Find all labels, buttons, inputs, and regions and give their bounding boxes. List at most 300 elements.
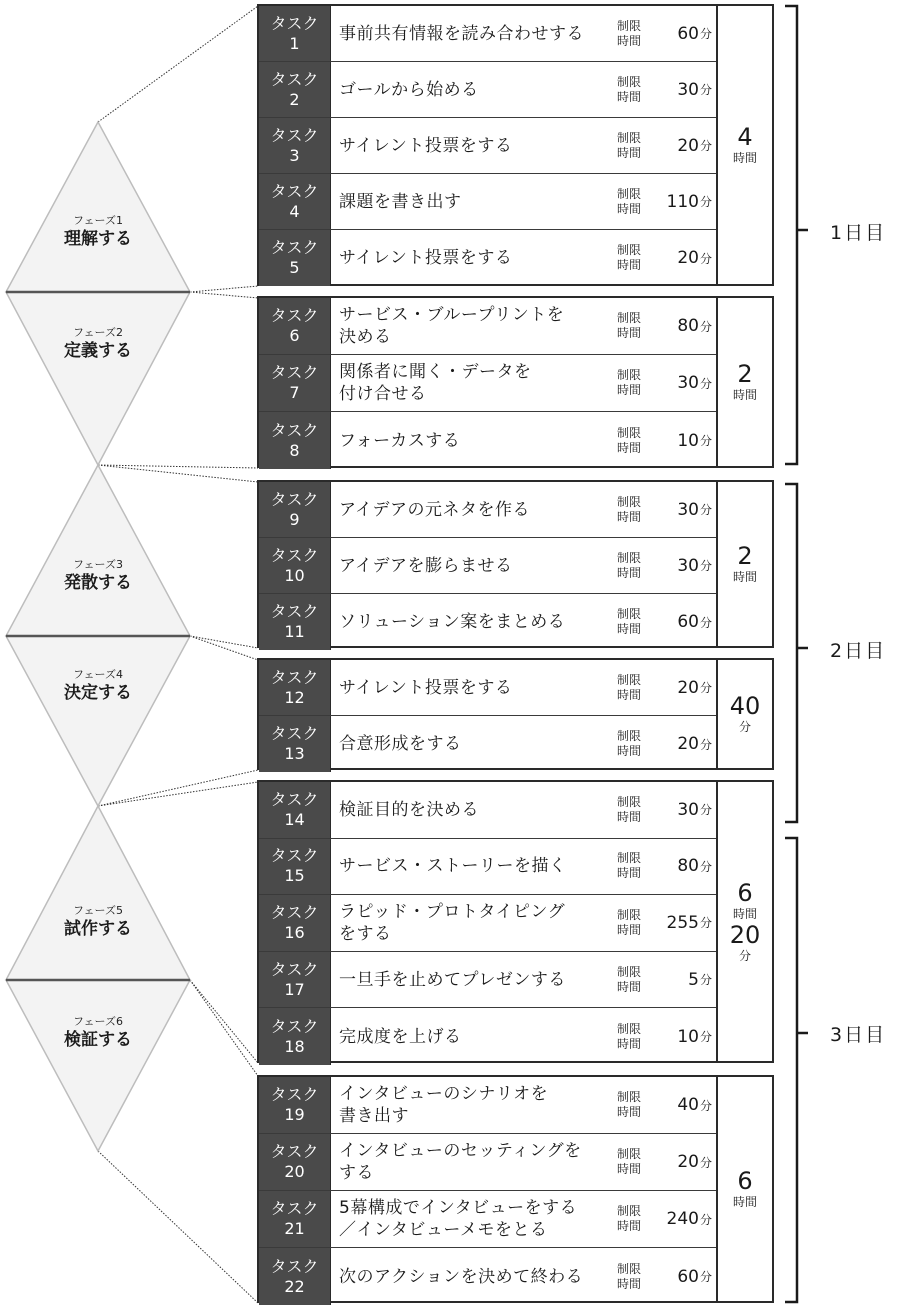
task-number: 2 <box>289 89 300 109</box>
limit-label-line2: 時間 <box>617 89 642 104</box>
task-duration <box>652 355 712 411</box>
duration-value: 20 <box>677 734 699 754</box>
duration-unit: 分 <box>699 737 712 752</box>
limit-label-line1: 制限 <box>617 672 642 687</box>
duration-value: 5 <box>688 969 699 990</box>
phase6-triangle <box>6 980 190 1151</box>
task-prefix: タスク <box>270 238 319 257</box>
duration-value: 60 <box>677 1266 699 1287</box>
task-duration <box>652 782 712 838</box>
task-id-cell <box>259 839 331 895</box>
duration-unit: 分 <box>699 1155 712 1170</box>
task-prefix: タスク <box>270 902 319 922</box>
duration-unit: 分 <box>699 83 712 97</box>
time-limit-label <box>617 174 657 229</box>
time-limit-label <box>617 782 657 838</box>
limit-label-line2: 時間 <box>617 440 642 455</box>
task-number: 5 <box>289 258 300 277</box>
task-prefix: タスク <box>270 1199 319 1218</box>
task-id-cell <box>259 1134 331 1190</box>
duration-unit: 分 <box>699 195 712 209</box>
task-id-cell <box>259 1248 331 1305</box>
task-id-cell <box>259 174 331 229</box>
task-group-6 <box>257 1075 774 1303</box>
task-name: サービス・ブループリントを 決める <box>339 305 565 347</box>
task-prefix: タスク <box>270 1256 319 1276</box>
duration-unit: 分 <box>699 376 712 391</box>
task-id-cell <box>259 62 331 117</box>
limit-label-line1: 制限 <box>617 311 642 325</box>
limit-label-line1: 制限 <box>617 964 642 979</box>
task-number: 3 <box>289 145 300 165</box>
task-row <box>259 412 716 469</box>
limit-label-line2: 時間 <box>617 1105 642 1119</box>
limit-label-line2: 時間 <box>617 687 642 702</box>
task-row <box>259 174 716 230</box>
task-number: 19 <box>284 1105 305 1124</box>
phase-number: フェーズ5 <box>73 904 123 917</box>
limit-label-line1: 制限 <box>617 130 642 145</box>
limit-label-line2: 時間 <box>617 922 642 937</box>
duration-value: 20 <box>677 248 699 268</box>
task-prefix: タスク <box>270 489 319 509</box>
total-unit: 時間 <box>732 1195 757 1209</box>
time-limit-label <box>617 355 657 411</box>
duration-unit: 分 <box>699 1098 712 1113</box>
task-prefix: タスク <box>270 1085 319 1104</box>
task-duration <box>652 482 712 537</box>
limit-label-line1: 制限 <box>617 1090 642 1104</box>
duration-value: 20 <box>677 1152 699 1172</box>
phase-number: フェーズ2 <box>73 326 123 339</box>
duration-unit: 分 <box>699 916 712 931</box>
duration-unit: 分 <box>699 1212 712 1227</box>
task-number: 15 <box>284 866 305 886</box>
task-prefix: タスク <box>270 13 319 33</box>
task-prefix: タスク <box>270 846 319 866</box>
day2-bracket <box>785 484 808 822</box>
task-group-1 <box>257 4 774 286</box>
task-prefix: タスク <box>270 545 319 565</box>
task-row <box>259 118 716 174</box>
total-number: 6 <box>737 1167 753 1195</box>
task-id-cell <box>259 118 331 173</box>
time-limit-label <box>617 660 657 715</box>
task-number: 13 <box>284 744 305 763</box>
task-prefix: タスク <box>270 1016 319 1036</box>
limit-label-line1: 制限 <box>617 1021 642 1036</box>
task-name: フォーカスする <box>339 430 461 451</box>
task-name: インタビューのセッティングを する <box>339 1141 582 1183</box>
phase-name: 検証する <box>64 1030 132 1050</box>
phase-name: 定義する <box>64 341 132 361</box>
phase-name: 試作する <box>64 919 132 939</box>
task-name: 一旦手を止めてプレゼンする <box>339 969 566 990</box>
phase-name: 決定する <box>64 683 132 703</box>
phase-2-label <box>33 326 163 362</box>
day-1-label: 1日目 <box>830 222 887 244</box>
task-row <box>259 782 716 839</box>
limit-label-line2: 時間 <box>617 1036 642 1051</box>
task-duration <box>652 298 712 354</box>
time-limit-label <box>617 118 657 173</box>
task-row <box>259 6 716 62</box>
task-prefix: タスク <box>270 306 319 325</box>
limit-label-line2: 時間 <box>617 979 642 994</box>
limit-label-line2: 時間 <box>617 1219 642 1233</box>
phase5-triangle <box>6 806 190 980</box>
task-duration <box>652 1248 712 1305</box>
duration-unit: 分 <box>699 503 712 517</box>
duration-value: 30 <box>677 79 699 100</box>
task-id-cell <box>259 952 331 1008</box>
task-id-cell <box>259 538 331 593</box>
duration-unit: 分 <box>699 803 712 818</box>
task-row <box>259 1248 716 1305</box>
task-number: 8 <box>289 440 300 460</box>
task-name: ソリューション案をまとめる <box>339 612 566 632</box>
task-row <box>259 62 716 118</box>
task-prefix: タスク <box>270 420 319 440</box>
duration-value: 60 <box>677 23 699 44</box>
group-total <box>716 482 772 646</box>
group-total <box>716 298 772 466</box>
task-number: 1 <box>289 33 300 53</box>
task-row <box>259 1077 716 1134</box>
task-row <box>259 298 716 355</box>
limit-label-line1: 制限 <box>617 907 642 922</box>
time-limit-label <box>617 1077 657 1133</box>
task-duration <box>652 594 712 650</box>
task-id-cell <box>259 594 331 650</box>
task-prefix: タスク <box>270 181 319 201</box>
duration-value: 110 <box>666 191 699 212</box>
limit-label-line1: 制限 <box>617 18 642 33</box>
group-total-content <box>718 1168 772 1210</box>
duration-value: 30 <box>677 499 699 520</box>
limit-label-line1: 制限 <box>617 794 642 809</box>
limit-label-line2: 時間 <box>617 258 642 272</box>
limit-label-line1: 制限 <box>617 607 642 621</box>
task-name: ゴールから始める <box>339 79 479 100</box>
task-number: 7 <box>289 383 300 402</box>
task-row <box>259 660 716 716</box>
task-name: アイデアを膨らませる <box>339 555 513 576</box>
time-limit-label <box>617 1191 657 1247</box>
task-row <box>259 952 716 1009</box>
duration-value: 20 <box>677 135 699 156</box>
task-row <box>259 716 716 772</box>
duration-unit: 分 <box>699 559 712 573</box>
day-3-label: 3日目 <box>830 1024 887 1046</box>
task-duration <box>652 1008 712 1065</box>
task-duration <box>652 1134 712 1190</box>
duration-unit: 分 <box>699 1270 712 1284</box>
task-id-cell <box>259 660 331 715</box>
task-prefix: タスク <box>270 789 319 809</box>
task-number: 12 <box>284 687 305 707</box>
task-name: サイレント投票をする <box>339 677 513 698</box>
time-limit-label <box>617 952 657 1008</box>
task-number: 22 <box>284 1276 305 1296</box>
task-row <box>259 1191 716 1248</box>
time-limit-label <box>617 1008 657 1065</box>
task-duration <box>652 62 712 117</box>
time-limit-label <box>617 62 657 117</box>
duration-value: 20 <box>677 677 699 698</box>
duration-value: 255 <box>666 912 699 933</box>
task-group-5 <box>257 780 774 1063</box>
limit-label-line1: 制限 <box>617 1261 642 1276</box>
limit-label-line1: 制限 <box>617 550 642 565</box>
limit-label-line2: 時間 <box>617 145 642 160</box>
duration-value: 30 <box>677 799 699 820</box>
limit-label-line2: 時間 <box>617 565 642 580</box>
duration-value: 240 <box>666 1209 699 1229</box>
task-prefix: タスク <box>270 363 319 382</box>
task-duration <box>652 538 712 593</box>
limit-label-line1: 制限 <box>617 1204 642 1218</box>
phase-number: フェーズ3 <box>73 558 123 571</box>
duration-value: 30 <box>677 373 699 393</box>
task-id-cell <box>259 1077 331 1133</box>
time-limit-label <box>617 716 657 772</box>
total-number: 4 <box>737 123 753 151</box>
group-total-content <box>718 124 772 166</box>
task-id-cell <box>259 716 331 772</box>
duration-unit: 分 <box>699 615 712 630</box>
limit-label-line1: 制限 <box>617 494 642 509</box>
limit-label-line2: 時間 <box>617 866 642 881</box>
time-limit-label <box>617 298 657 354</box>
limit-label-line1: 制限 <box>617 186 642 201</box>
time-limit-label <box>617 6 657 61</box>
task-prefix: タスク <box>270 69 319 89</box>
task-duration <box>652 6 712 61</box>
task-duration <box>652 895 712 951</box>
group-total <box>716 1077 772 1301</box>
day-2-label: 2日目 <box>830 640 887 662</box>
phase-number: フェーズ6 <box>73 1015 123 1028</box>
task-number: 10 <box>284 565 305 585</box>
task-duration <box>652 952 712 1008</box>
phase3-triangle <box>6 465 190 636</box>
task-number: 4 <box>289 201 300 221</box>
task-name: 事前共有情報を読み合わせする <box>339 23 584 44</box>
time-limit-label <box>617 538 657 593</box>
time-limit-label <box>617 230 657 286</box>
task-number: 11 <box>284 622 305 641</box>
duration-unit: 分 <box>699 434 712 448</box>
group-total <box>716 782 772 1061</box>
total-number: 6 <box>737 878 753 907</box>
phase2-triangle <box>6 292 190 465</box>
task-id-cell <box>259 482 331 537</box>
limit-label-line2: 時間 <box>617 622 642 636</box>
phase-number: フェーズ4 <box>73 668 123 681</box>
task-number: 18 <box>284 1036 305 1056</box>
limit-label-line1: 制限 <box>617 1147 642 1161</box>
time-limit-label <box>617 412 657 469</box>
limit-label-line1: 制限 <box>617 74 642 89</box>
duration-unit: 分 <box>699 251 712 266</box>
task-row <box>259 482 716 538</box>
duration-value: 60 <box>677 612 699 632</box>
duration-value: 40 <box>677 1095 699 1115</box>
limit-label-line1: 制限 <box>617 729 642 743</box>
limit-label-line2: 時間 <box>617 326 642 340</box>
duration-value: 80 <box>677 856 699 877</box>
task-row <box>259 895 716 952</box>
time-limit-label <box>617 1134 657 1190</box>
group-total <box>716 6 772 284</box>
limit-label-line2: 時間 <box>617 33 642 48</box>
total-number: 40 <box>729 692 761 720</box>
phase-name: 理解する <box>64 229 132 249</box>
task-name: 5幕構成でインタビューをする ／インタビューメモをとる <box>339 1198 578 1240</box>
duration-unit: 分 <box>699 319 712 334</box>
limit-label-line1: 制限 <box>617 243 642 257</box>
task-group-3 <box>257 480 774 648</box>
task-duration <box>652 660 712 715</box>
limit-label-line2: 時間 <box>617 809 642 824</box>
total-number: 2 <box>737 360 753 388</box>
total-unit: 分 <box>738 948 751 963</box>
task-group-2 <box>257 296 774 468</box>
total-number: 2 <box>737 542 753 570</box>
task-row <box>259 355 716 412</box>
limit-label-line2: 時間 <box>617 744 642 758</box>
task-group-4 <box>257 658 774 770</box>
time-limit-label <box>617 895 657 951</box>
task-prefix: タスク <box>270 602 319 621</box>
phase-5-label <box>33 904 163 940</box>
task-id-cell <box>259 230 331 286</box>
duration-unit: 分 <box>699 973 712 988</box>
duration-value: 10 <box>677 1026 699 1047</box>
phase-name: 発散する <box>64 573 132 593</box>
day3-bracket <box>785 838 808 1302</box>
day1-bracket <box>785 6 808 464</box>
task-id-cell <box>259 355 331 411</box>
task-name: サイレント投票をする <box>339 248 513 268</box>
phase-1-label <box>33 214 163 250</box>
task-row <box>259 594 716 650</box>
task-row <box>259 538 716 594</box>
group-total-content <box>718 361 772 403</box>
task-duration <box>652 230 712 286</box>
group-total-content <box>718 880 772 964</box>
time-limit-label <box>617 482 657 537</box>
duration-value: 80 <box>677 316 699 336</box>
total-number: 20 <box>729 920 761 949</box>
task-name: サービス・ストーリーを描く <box>339 856 567 877</box>
duration-unit: 分 <box>699 139 712 153</box>
task-name: アイデアの元ネタを作る <box>339 499 530 520</box>
limit-label-line2: 時間 <box>617 1276 642 1291</box>
task-number: 16 <box>284 922 305 942</box>
duration-value: 30 <box>677 555 699 576</box>
limit-label-line2: 時間 <box>617 201 642 216</box>
limit-label-line1: 制限 <box>617 851 642 866</box>
limit-label-line1: 制限 <box>617 368 642 382</box>
task-number: 20 <box>284 1162 305 1181</box>
task-duration <box>652 1191 712 1247</box>
task-duration <box>652 412 712 469</box>
task-duration <box>652 839 712 895</box>
task-number: 9 <box>289 509 300 529</box>
task-id-cell <box>259 6 331 61</box>
task-prefix: タスク <box>270 667 319 687</box>
task-row <box>259 839 716 896</box>
duration-unit: 分 <box>699 681 712 695</box>
group-total-content <box>718 693 772 735</box>
task-name: 関係者に聞く・データを 付け合せる <box>339 362 532 404</box>
time-limit-label <box>617 839 657 895</box>
total-unit: 時間 <box>732 570 757 584</box>
total-unit: 分 <box>738 720 751 734</box>
limit-label-line1: 制限 <box>617 425 642 440</box>
task-prefix: タスク <box>270 959 319 979</box>
phase-number: フェーズ1 <box>73 214 123 227</box>
task-number: 21 <box>284 1219 305 1238</box>
task-name: 合意形成をする <box>339 734 462 754</box>
total-unit: 時間 <box>732 906 757 921</box>
task-name: 完成度を上げる <box>339 1026 462 1047</box>
phase4-triangle <box>6 636 190 806</box>
task-row <box>259 230 716 286</box>
phase-3-label <box>33 558 163 594</box>
duration-unit: 分 <box>699 859 712 874</box>
task-duration <box>652 716 712 772</box>
limit-label-line2: 時間 <box>617 1162 642 1176</box>
task-name: 次のアクションを決めて終わる <box>339 1266 584 1287</box>
task-row <box>259 1134 716 1191</box>
task-row <box>259 1008 716 1065</box>
duration-value: 10 <box>677 430 699 451</box>
task-prefix: タスク <box>270 724 319 743</box>
group-total <box>716 660 772 768</box>
task-name: 課題を書き出す <box>339 191 462 212</box>
task-id-cell <box>259 1191 331 1247</box>
task-number: 6 <box>289 326 300 345</box>
task-id-cell <box>259 412 331 469</box>
task-name: ラピッド・プロトタイピング をする <box>339 901 566 944</box>
task-id-cell <box>259 895 331 951</box>
task-prefix: タスク <box>270 1142 319 1161</box>
limit-label-line2: 時間 <box>617 509 642 524</box>
task-name: サイレント投票をする <box>339 135 513 156</box>
task-id-cell <box>259 298 331 354</box>
time-limit-label <box>617 594 657 650</box>
task-number: 17 <box>284 979 305 999</box>
task-id-cell <box>259 1008 331 1065</box>
task-name: インタビューのシナリオを 書き出す <box>339 1084 549 1126</box>
phase-4-label <box>33 668 163 704</box>
duration-unit: 分 <box>699 1030 712 1045</box>
task-prefix: タスク <box>270 125 319 145</box>
limit-label-line2: 時間 <box>617 383 642 397</box>
task-duration <box>652 174 712 229</box>
task-number: 14 <box>284 809 305 829</box>
total-unit: 時間 <box>732 388 757 402</box>
time-limit-label <box>617 1248 657 1305</box>
total-unit: 時間 <box>732 151 757 165</box>
task-duration <box>652 1077 712 1133</box>
task-name: 検証目的を決める <box>339 799 479 820</box>
phase1-triangle <box>6 122 190 292</box>
group-total-content <box>718 543 772 585</box>
